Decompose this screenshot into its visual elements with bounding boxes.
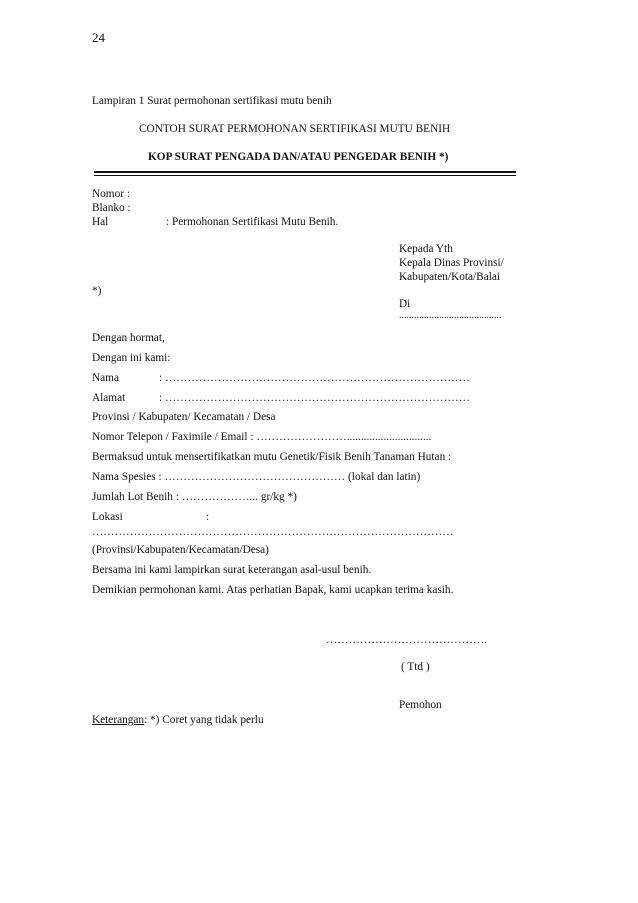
- closing-line: Demikian permohonan kami. Atas perhatian Bapak, kami ucapkan terima kasih.: [92, 584, 454, 596]
- lokasi-dots: ……………………………………………………………………………………: [92, 526, 454, 538]
- footnote-label: Keterangan: [92, 714, 145, 726]
- hal-label: Hal: [92, 216, 109, 228]
- letterhead-double-rule-top: [94, 171, 516, 173]
- asterisk-note: *): [92, 285, 102, 297]
- recipient-line-4: Di: [399, 298, 411, 310]
- nama-value: : ………………………………………………………………………: [159, 372, 470, 384]
- intro-line: Dengan ini kami:: [92, 352, 171, 364]
- letterhead-double-rule-bottom: [94, 175, 516, 176]
- purpose-line: Bermaksud untuk mensertifikatkan mutu Genetik/Fisik Benih Tanaman Hutan :: [92, 451, 452, 463]
- recipient-line-1: Kepada Yth: [399, 243, 453, 255]
- signature-dots: …………………………………….: [326, 634, 487, 646]
- footnote-text: : *) Coret yang tidak perlu: [144, 714, 264, 726]
- page-number: 24: [92, 30, 105, 45]
- lokasi-note: (Provinsi/Kabupaten/Kecamatan/Desa): [92, 544, 269, 556]
- attachment-line: Bersama ini kami lampirkan surat keterangan asal-usul benih.: [92, 564, 372, 576]
- greeting: Dengan hormat,: [92, 332, 165, 344]
- phone-line: Nomor Telepon / Faximile / Email : ……………………..............................: [92, 431, 432, 443]
- lot-line: Jumlah Lot Benih : ………………... gr/kg *): [92, 491, 297, 503]
- blanko-field: Blanko :: [92, 202, 131, 214]
- letterhead-title: KOP SURAT PENGADA DAN/ATAU PENGEDAR BENIH *): [148, 151, 449, 163]
- lokasi-colon: :: [206, 511, 210, 523]
- region-line: Provinsi / Kabupaten/ Kecamatan / Desa: [92, 411, 276, 423]
- alamat-label: Alamat: [92, 392, 126, 404]
- recipient-dots: .........................................: [399, 310, 502, 321]
- appendix-title: Lampiran 1 Surat permohonan sertifikasi mutu benih: [92, 95, 332, 107]
- hal-value: : Permohonan Sertifikasi Mutu Benih.: [166, 216, 339, 228]
- lokasi-label: Lokasi: [92, 511, 123, 523]
- nomor-field: Nomor :: [92, 188, 130, 200]
- species-line: Nama Spesies : ………………………………………… (lokal dan latin): [92, 471, 421, 483]
- nama-label: Nama: [92, 372, 119, 384]
- recipient-line-3: Kabupaten/Kota/Balai: [399, 271, 501, 283]
- signature-role: Pemohon: [399, 699, 442, 711]
- recipient-line-2: Kepala Dinas Provinsi/: [399, 257, 504, 269]
- alamat-value: : ………………………………………………………………………: [159, 392, 470, 404]
- footnote: [92, 713, 264, 727]
- example-title: CONTOH SURAT PERMOHONAN SERTIFIKASI MUTU BENIH: [139, 123, 451, 135]
- signature-ttd: ( Ttd ): [401, 661, 430, 673]
